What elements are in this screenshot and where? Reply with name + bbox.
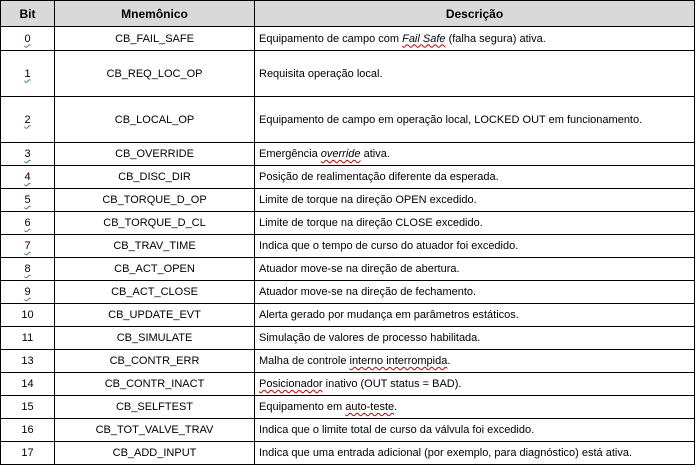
mnemonic-cell: CB_TOT_VALVE_TRAV	[55, 419, 255, 442]
bit-cell: 17	[1, 442, 55, 465]
description-cell: Limite de torque na direção CLOSE excedido.	[255, 212, 695, 235]
table-row	[1, 235, 695, 258]
bit-value: 2	[24, 113, 31, 126]
description-cell: Alerta gerado por mudança em parâmetros estáticos.	[255, 304, 695, 327]
header-description: Descrição	[255, 1, 695, 27]
table-row	[1, 396, 695, 419]
table-row	[1, 27, 695, 51]
bit-value: 7	[24, 240, 31, 252]
bit-value: 3	[24, 148, 31, 160]
description-cell: Emergência override ativa.	[255, 143, 695, 166]
bit-cell: 10	[1, 304, 55, 327]
description-cell: Simulação de valores de processo habilitada.	[255, 327, 695, 350]
table-row	[1, 327, 695, 350]
mnemonic-cell: CB_LOCAL_OP	[55, 97, 255, 143]
desc-term: auto-teste	[345, 401, 395, 413]
description-cell: Atuador move-se na direção de fechamento.	[255, 281, 695, 304]
mnemonic-cell: CB_TRAV_TIME	[55, 235, 255, 258]
mnemonic-cell: CB_CONTR_ERR	[55, 350, 255, 373]
table-row	[1, 189, 695, 212]
table-row	[1, 350, 695, 373]
bit-value: 4	[24, 171, 31, 183]
description-cell: Equipamento de campo em operação local, LOCKED OUT em funcionamento.	[255, 97, 695, 143]
mnemonic-cell: CB_SIMULATE	[55, 327, 255, 350]
description-cell: Posição de realimentação diferente da esperada.	[255, 166, 695, 189]
mnemonic-cell: CB_ACT_CLOSE	[55, 281, 255, 304]
bit-value: 1	[24, 67, 31, 80]
bit-value: 0	[24, 32, 31, 45]
desc-term: override	[320, 148, 361, 160]
mnemonic-cell: CB_REQ_LOC_OP	[55, 51, 255, 97]
table-row	[1, 442, 695, 465]
header-bit: Bit	[1, 1, 55, 27]
desc-term: Fail Safe	[402, 32, 446, 45]
mnemonic-cell: CB_OVERRIDE	[55, 143, 255, 166]
description-cell: Limite de torque na direção OPEN excedido.	[255, 189, 695, 212]
bit-value: 8	[24, 263, 31, 275]
table-row	[1, 212, 695, 235]
header-mnemonic: Mnemônico	[55, 1, 255, 27]
description-cell: Posicionador inativo (OUT status = BAD).	[255, 373, 695, 396]
description-cell: Indica que o limite total de curso da válvula foi excedido.	[255, 419, 695, 442]
description-cell: Malha de controle interno interrompida.	[255, 350, 695, 373]
table-row	[1, 373, 695, 396]
table-row	[1, 97, 695, 143]
bit-cell: 14	[1, 373, 55, 396]
table-row	[1, 258, 695, 281]
description-cell: Indica que uma entrada adicional (por exemplo, para diagnóstico) está ativa.	[255, 442, 695, 465]
mnemonic-cell: CB_TORQUE_D_CL	[55, 212, 255, 235]
table-row	[1, 143, 695, 166]
table-row	[1, 51, 695, 97]
header-row	[1, 1, 695, 27]
mnemonic-cell: CB_CONTR_INACT	[55, 373, 255, 396]
mnemonic-cell: CB_FAIL_SAFE	[55, 27, 255, 51]
table-row	[1, 419, 695, 442]
desc-term: Posicionador	[259, 378, 323, 390]
bit-value: 9	[24, 286, 31, 298]
mnemonic-cell: CB_SELFTEST	[55, 396, 255, 419]
bit-cell: 11	[1, 327, 55, 350]
desc-term: interno interrompida	[349, 355, 448, 367]
table-row	[1, 281, 695, 304]
mnemonic-cell: CB_UPDATE_EVT	[55, 304, 255, 327]
bit-cell: 15	[1, 396, 55, 419]
bit-value: 5	[24, 194, 31, 206]
mnemonic-cell: CB_ACT_OPEN	[55, 258, 255, 281]
mnemonic-cell: CB_DISC_DIR	[55, 166, 255, 189]
description-cell: Atuador move-se na direção de abertura.	[255, 258, 695, 281]
mnemonic-cell: CB_TORQUE_D_OP	[55, 189, 255, 212]
mnemonic-cell: CB_ADD_INPUT	[55, 442, 255, 465]
bit-cell: 16	[1, 419, 55, 442]
table-row	[1, 166, 695, 189]
bit-cell: 13	[1, 350, 55, 373]
bit-value: 6	[24, 217, 31, 229]
description-cell: Equipamento de campo com Fail Safe (falha segura) ativa.	[255, 27, 695, 51]
table-row	[1, 304, 695, 327]
description-cell: Indica que o tempo de curso do atuador foi excedido.	[255, 235, 695, 258]
description-cell: Requisita operação local.	[255, 51, 695, 97]
description-cell: Equipamento em auto-teste.	[255, 396, 695, 419]
